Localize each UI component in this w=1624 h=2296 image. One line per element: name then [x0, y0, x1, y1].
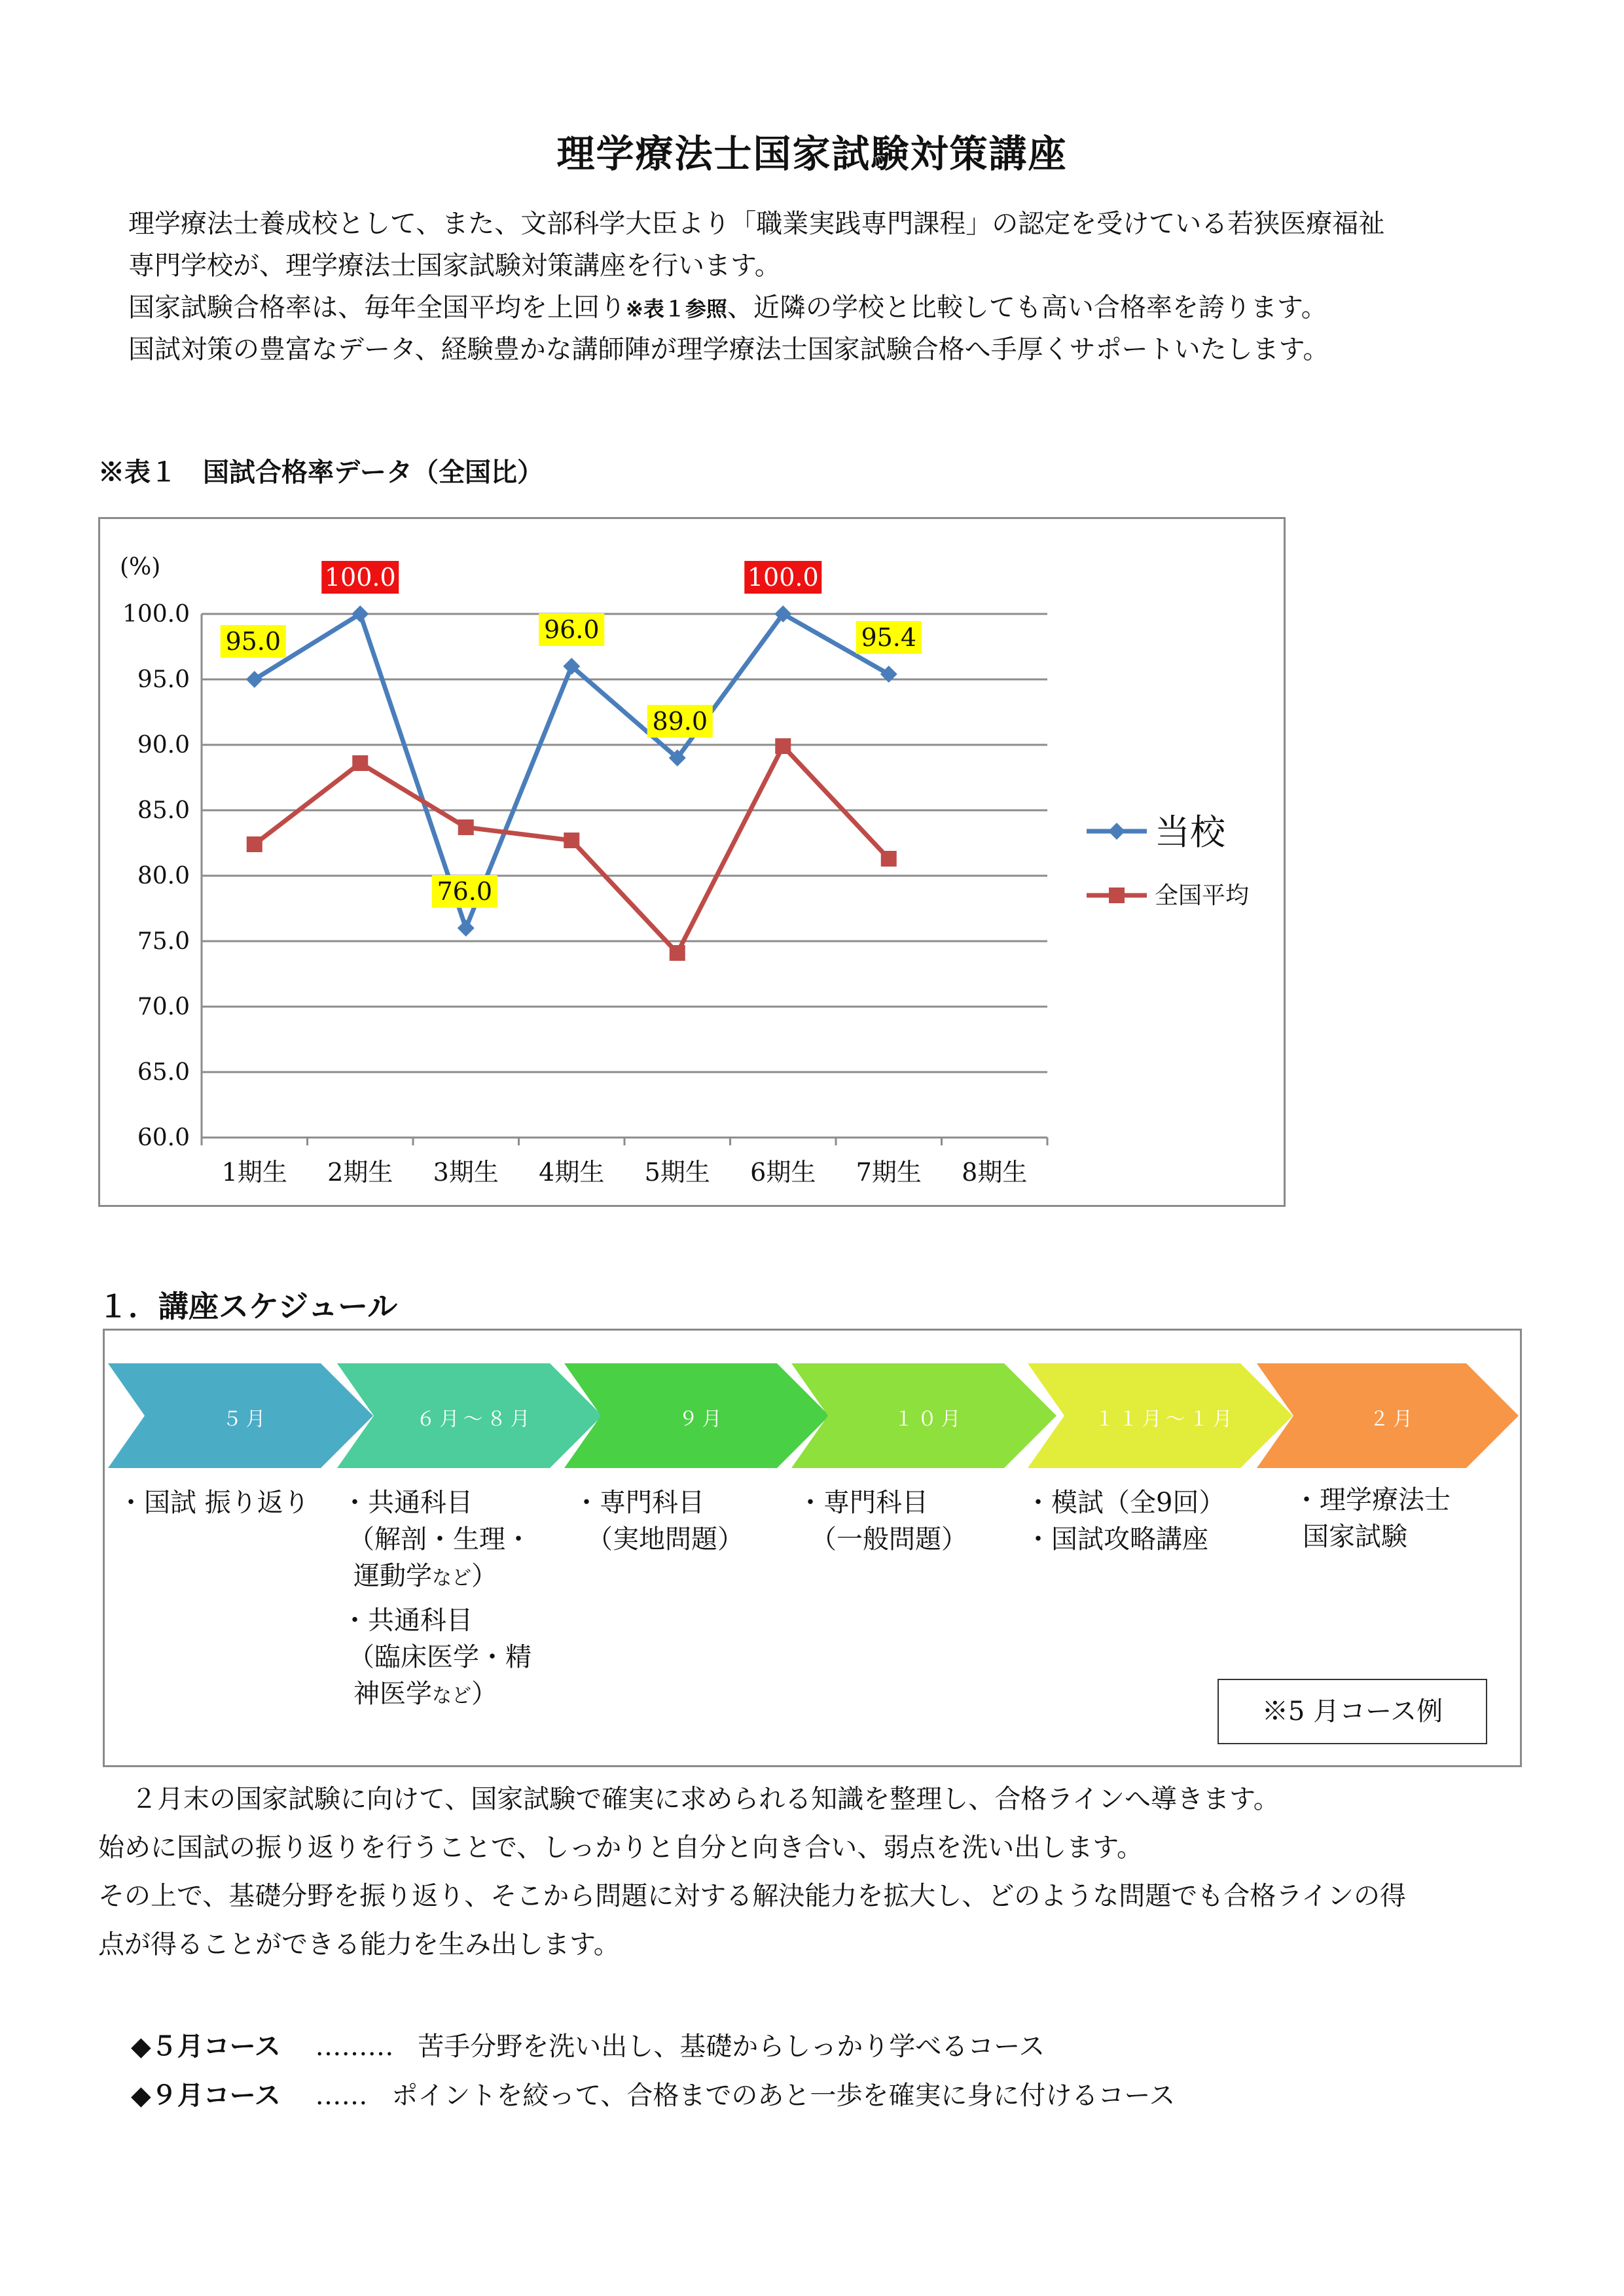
data-point-square — [458, 819, 474, 835]
intro-line-2: 専門学校が、理学療法士国家試験対策講座を行います。 — [128, 251, 781, 281]
legend-marker-1 — [1108, 823, 1125, 840]
stage-6-text — [1293, 1482, 1451, 1555]
y-tick-label: 100.0 — [122, 601, 190, 628]
intro-line-4: 国試対策の豊富なデータ、経験豊かな講師陣が理学療法士国家試験合格へ手厚くサポートいたします。 — [128, 334, 1329, 365]
legend-marker-2 — [1109, 888, 1125, 903]
intro-line-3 — [128, 287, 1327, 330]
stage-6-item: 国家試験 — [1303, 1522, 1407, 1552]
legend-label-1: 当校 — [1155, 812, 1225, 853]
data-label: 96.0 — [543, 615, 600, 644]
data-label: 95.0 — [225, 627, 281, 656]
intro-line-3-rest: 、近隣の学校と比較しても高い合格率を誇ります。 — [727, 293, 1327, 323]
stage-3-item: ・専門科目 — [573, 1488, 704, 1518]
y-tick-label: 95.0 — [137, 666, 190, 693]
x-tick-label: 8期生 — [962, 1158, 1028, 1187]
course-name: ◆５月コース — [131, 2032, 281, 2062]
course-may — [131, 2026, 1045, 2063]
course-name: ◆９月コース — [131, 2081, 281, 2111]
timeline-month-label: ６月～８月 — [416, 1408, 534, 1431]
x-tick-label: 7期生 — [856, 1158, 922, 1187]
data-label: 95.4 — [861, 623, 917, 652]
y-tick-label: 60.0 — [137, 1124, 190, 1151]
y-tick-label: 80.0 — [137, 863, 190, 889]
data-point-square — [352, 755, 368, 771]
timeline-month-label: ２月 — [1369, 1408, 1416, 1431]
data-point-square — [247, 836, 262, 852]
x-tick-label: 5期生 — [644, 1158, 710, 1187]
stage-6-item: ・理学療法士 — [1293, 1485, 1451, 1515]
intro-line-3-text: 国家試験合格率は、毎年全国平均を上回り — [128, 293, 626, 323]
course-example-note: ※5 月コース例 — [1218, 1679, 1487, 1744]
x-tick-label: 6期生 — [750, 1158, 816, 1187]
stage-5-text — [1025, 1484, 1225, 1558]
table-reference-note: ※表１参照 — [626, 296, 727, 321]
stage-2-item: ・共通科目 — [342, 1488, 473, 1518]
chart-heading: ※表１ 国試合格率データ（全国比） — [98, 457, 543, 488]
course-september — [131, 2075, 1175, 2112]
schedule-heading: １．講座スケジュール — [98, 1289, 398, 1324]
legend-label-2: 全国平均 — [1155, 882, 1250, 909]
y-axis-unit: (%) — [120, 554, 161, 581]
stage-2-item: ・共通科目 — [342, 1605, 473, 1636]
series-line-2 — [255, 746, 889, 953]
x-tick-label: 4期生 — [539, 1158, 605, 1187]
pass-rate-chart — [98, 517, 1286, 1207]
stage-2-text — [342, 1484, 532, 1715]
data-point-square — [775, 738, 791, 754]
body-line-3: その上で、基礎分野を振り返り、そこから問題に対する解決能力を拡大し、どのような問題でも合格ラインの得 — [98, 1881, 1406, 1911]
stage-2-item: （解剖・生理・ — [348, 1524, 532, 1554]
y-tick-label: 65.0 — [137, 1059, 190, 1086]
stage-4-text — [797, 1484, 967, 1558]
data-point-square — [881, 851, 897, 867]
course-dots: ……… — [315, 2032, 394, 2062]
course-description: 苦手分野を洗い出し、基礎からしっかり学べるコース — [418, 2032, 1045, 2062]
y-tick-label: 70.0 — [137, 994, 190, 1020]
stage-5-item: ・模試（全9回） — [1025, 1488, 1225, 1518]
data-label: 89.0 — [652, 707, 708, 736]
stage-3-item: （実地問題） — [586, 1524, 744, 1554]
timeline-month-label: １０月 — [893, 1408, 965, 1431]
stage-2-item: 運動学など） — [353, 1561, 497, 1591]
y-tick-label: 75.0 — [137, 928, 190, 955]
data-point-diamond — [458, 920, 475, 937]
stage-4-item: ・専門科目 — [797, 1488, 928, 1518]
intro-line-1: 理学療法士養成校として、また、文部科学大臣より「職業実践専門課程」の認定を受けている若狭医療福祉 — [128, 209, 1385, 239]
y-tick-label: 85.0 — [137, 797, 190, 824]
body-line-2: 始めに国試の振り返りを行うことで、しっかりと自分と向き合い、弱点を洗い出します。 — [98, 1833, 1143, 1863]
body-line-4: 点が得ることができる能力を生み出します。 — [98, 1929, 620, 1960]
x-tick-label: 3期生 — [433, 1158, 499, 1187]
stage-1-text — [118, 1484, 310, 1521]
course-description: ポイントを絞って、合格までのあと一歩を確実に身に付けるコース — [391, 2081, 1176, 2111]
data-label: 100.0 — [324, 563, 396, 592]
stage-2-item: 神医学など） — [353, 1679, 497, 1709]
course-dots: …… — [315, 2081, 368, 2111]
page-title: 理学療法士国家試験対策講座 — [556, 132, 1068, 176]
stage-3-text — [573, 1484, 744, 1558]
stage-4-item: （一般問題） — [810, 1524, 967, 1554]
body-line-1: ２月末の国家試験に向けて、国家試験で確実に求められる知識を整理し、合格ラインへ導きます。 — [131, 1784, 1280, 1814]
timeline-month-label: ９月 — [678, 1408, 726, 1431]
data-point-square — [670, 945, 685, 961]
y-tick-label: 90.0 — [137, 732, 190, 759]
x-tick-label: 1期生 — [221, 1158, 287, 1187]
data-label: 76.0 — [437, 877, 493, 906]
data-point-square — [564, 833, 579, 848]
stage-2-item: （臨床医学・精 — [348, 1642, 532, 1672]
stage-5-item: ・国試攻略講座 — [1025, 1524, 1208, 1554]
stage-1-item: ・国試 振り返り — [118, 1488, 310, 1518]
timeline-month-label: ５月 — [222, 1408, 270, 1431]
data-label: 100.0 — [747, 563, 819, 592]
timeline-month-label: １１月～１月 — [1094, 1408, 1236, 1431]
x-tick-label: 2期生 — [327, 1158, 393, 1187]
